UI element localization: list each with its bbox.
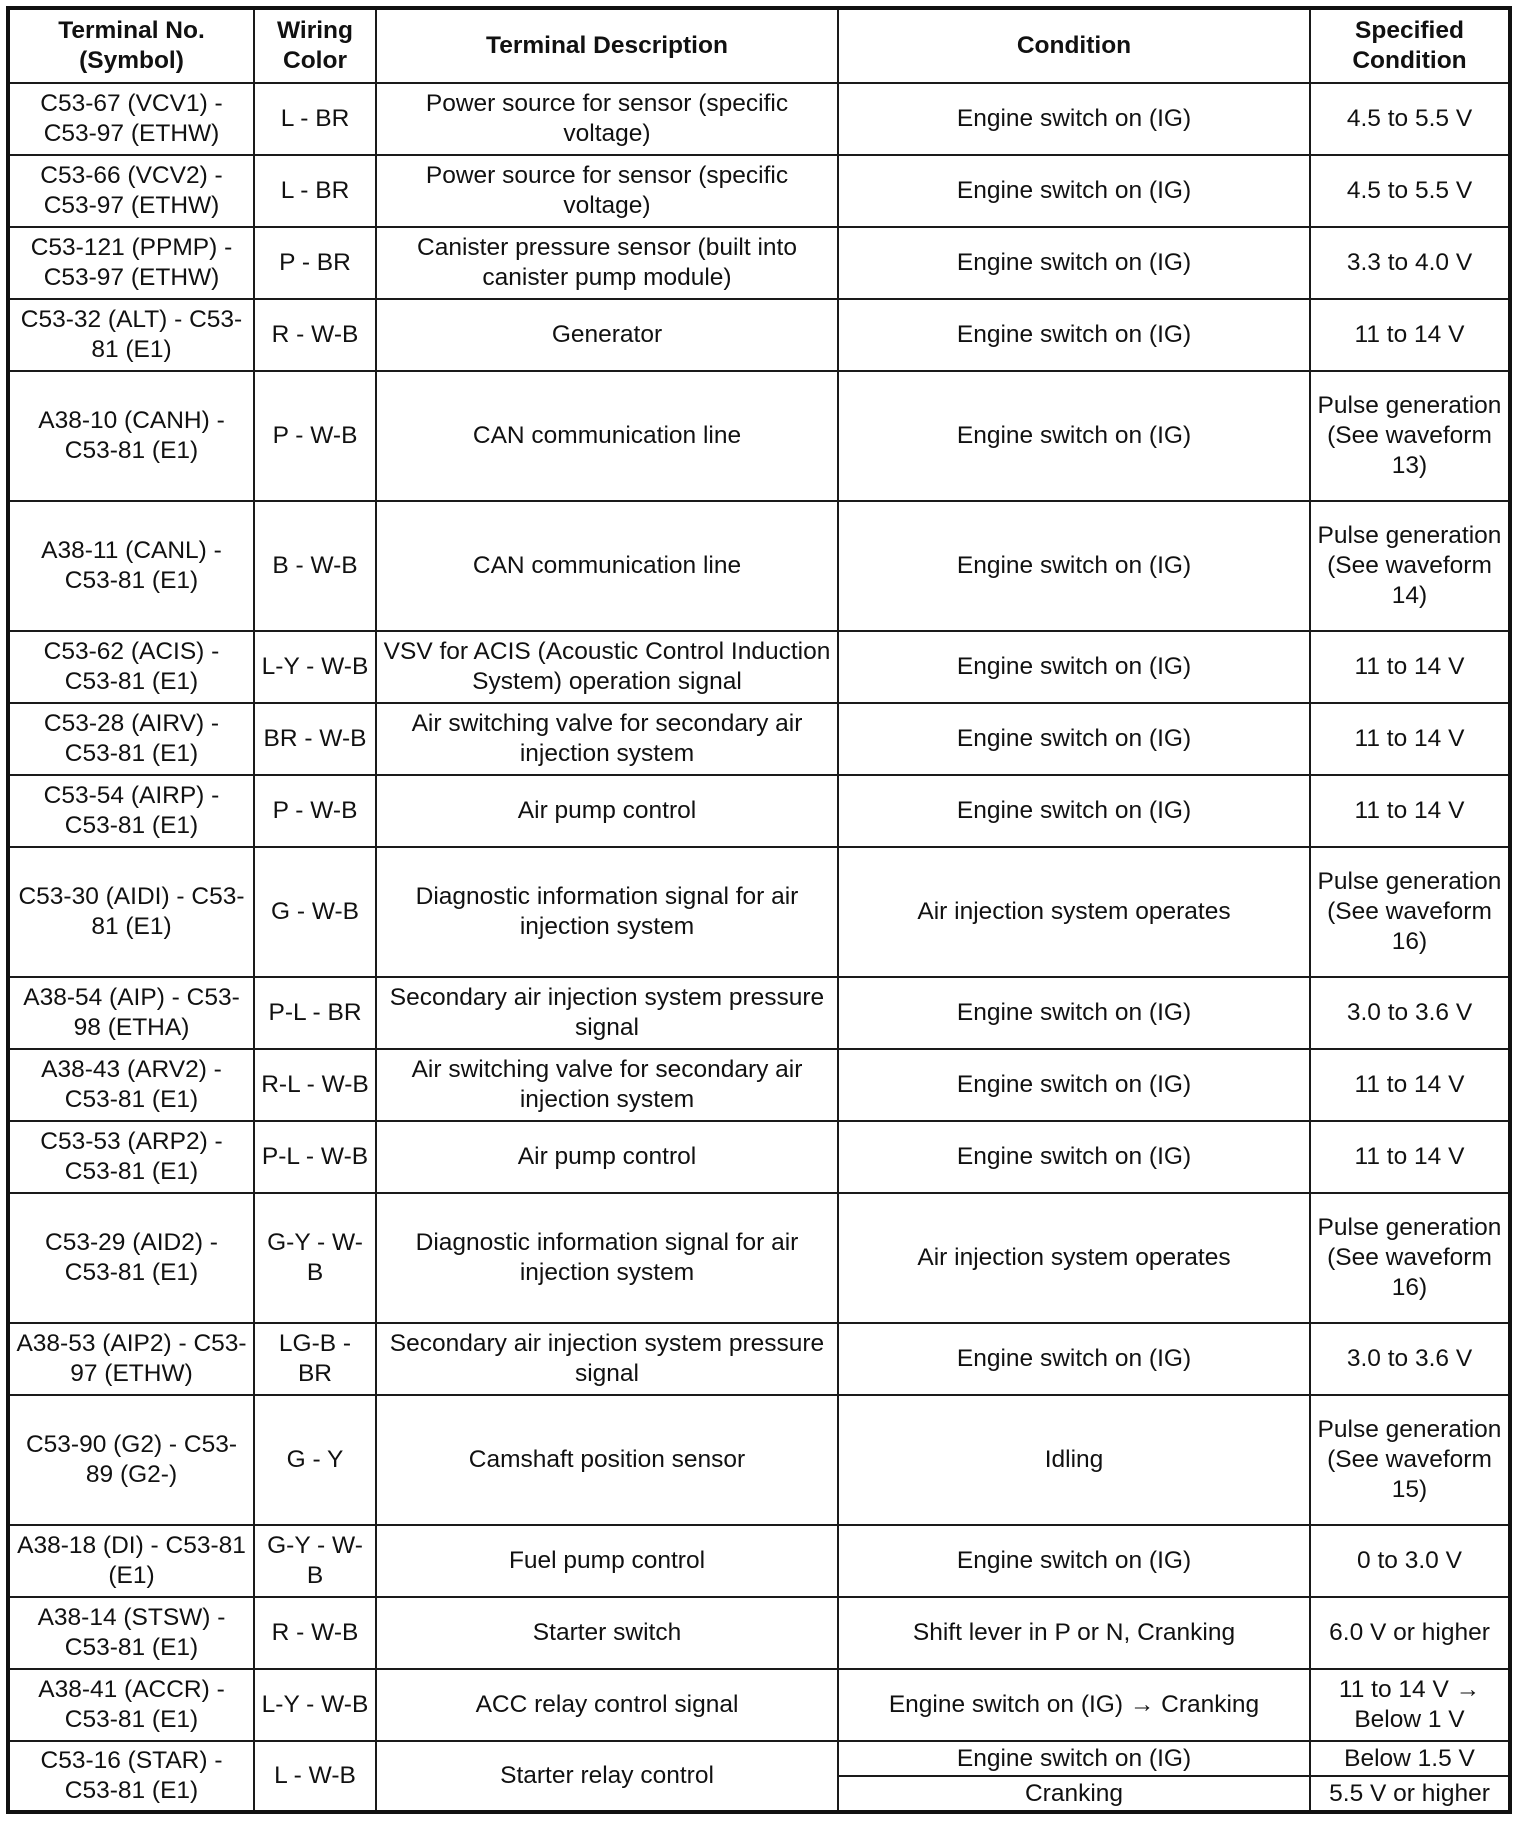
- cell-specified: 11 to 14 V: [1310, 703, 1510, 775]
- header-condition: Condition: [838, 8, 1310, 83]
- cell-terminal: C53-54 (AIRP) - C53-81 (E1): [8, 775, 254, 847]
- cell-condition: Engine switch on (IG): [838, 501, 1310, 631]
- cell-specified: 11 to 14 V: [1310, 1121, 1510, 1193]
- cell-condition: Engine switch on (IG): [838, 1741, 1310, 1776]
- cell-wiring-color: BR - W-B: [254, 703, 376, 775]
- cell-condition: Engine switch on (IG): [838, 631, 1310, 703]
- cell-wiring-color: L - BR: [254, 155, 376, 227]
- table-row: [8, 1395, 1510, 1525]
- cell-specified: Pulse generation (See waveform 13): [1310, 371, 1510, 501]
- table-row: [8, 1525, 1510, 1597]
- cell-description: Air switching valve for secondary air injection system: [376, 703, 838, 775]
- cell-terminal: A38-14 (STSW) - C53-81 (E1): [8, 1597, 254, 1669]
- cell-wiring-color: L - W-B: [254, 1741, 376, 1812]
- cell-condition: Shift lever in P or N, Cranking: [838, 1597, 1310, 1669]
- cell-specified: 3.0 to 3.6 V: [1310, 977, 1510, 1049]
- cell-wiring-color: P - W-B: [254, 371, 376, 501]
- cell-terminal: C53-90 (G2) - C53-89 (G2-): [8, 1395, 254, 1525]
- cell-specified: Pulse generation (See waveform 14): [1310, 501, 1510, 631]
- cell-specified: Pulse generation (See waveform 15): [1310, 1395, 1510, 1525]
- table-row: [8, 1323, 1510, 1395]
- table-row: [8, 1049, 1510, 1121]
- cell-description: Fuel pump control: [376, 1525, 838, 1597]
- header-wiring-color: Wiring Color: [254, 8, 376, 83]
- cell-description: Generator: [376, 299, 838, 371]
- table-row: [8, 83, 1510, 155]
- table-row: [8, 1193, 1510, 1323]
- cell-condition: Engine switch on (IG): [838, 1049, 1310, 1121]
- cell-condition: Engine switch on (IG): [838, 703, 1310, 775]
- cell-wiring-color: B - W-B: [254, 501, 376, 631]
- cell-condition: Engine switch on (IG): [838, 775, 1310, 847]
- cell-terminal: A38-41 (ACCR) - C53-81 (E1): [8, 1669, 254, 1741]
- cell-condition: Engine switch on (IG) → Cranking: [838, 1669, 1310, 1741]
- terminal-table-container: [6, 6, 1508, 1814]
- cell-specified: 11 to 14 V → Below 1 V: [1310, 1669, 1510, 1741]
- cell-wiring-color: P-L - W-B: [254, 1121, 376, 1193]
- header-specified-condition: Specified Condition: [1310, 8, 1510, 83]
- cell-description: CAN communication line: [376, 371, 838, 501]
- cell-specified: 6.0 V or higher: [1310, 1597, 1510, 1669]
- cell-description: Power source for sensor (specific voltage): [376, 83, 838, 155]
- cell-wiring-color: G-Y - W-B: [254, 1193, 376, 1323]
- cell-terminal: A38-53 (AIP2) - C53-97 (ETHW): [8, 1323, 254, 1395]
- cell-wiring-color: R - W-B: [254, 299, 376, 371]
- cell-terminal: C53-16 (STAR) - C53-81 (E1): [8, 1741, 254, 1812]
- cell-description: Canister pressure sensor (built into canister pump module): [376, 227, 838, 299]
- cell-specified: 11 to 14 V: [1310, 1049, 1510, 1121]
- cell-condition: Engine switch on (IG): [838, 227, 1310, 299]
- cell-description: Power source for sensor (specific voltage): [376, 155, 838, 227]
- cell-description: VSV for ACIS (Acoustic Control Induction System) operation signal: [376, 631, 838, 703]
- cell-condition: Engine switch on (IG): [838, 155, 1310, 227]
- cell-condition: Air injection system operates: [838, 1193, 1310, 1323]
- cell-terminal: C53-32 (ALT) - C53-81 (E1): [8, 299, 254, 371]
- table-row: [8, 1121, 1510, 1193]
- header-terminal: Terminal No. (Symbol): [8, 8, 254, 83]
- cell-description: Diagnostic information signal for air injection system: [376, 847, 838, 977]
- table-row: [8, 631, 1510, 703]
- table-row: [8, 775, 1510, 847]
- cell-description: Starter relay control: [376, 1741, 838, 1812]
- cell-wiring-color: P-L - BR: [254, 977, 376, 1049]
- cell-terminal: C53-28 (AIRV) - C53-81 (E1): [8, 703, 254, 775]
- cell-condition: Engine switch on (IG): [838, 299, 1310, 371]
- cell-condition: Air injection system operates: [838, 847, 1310, 977]
- table-row: [8, 1741, 1510, 1776]
- terminal-specification-table: [6, 6, 1512, 1814]
- cell-condition: Idling: [838, 1395, 1310, 1525]
- table-row: [8, 227, 1510, 299]
- cell-terminal: A38-11 (CANL) - C53-81 (E1): [8, 501, 254, 631]
- cell-condition: Engine switch on (IG): [838, 1323, 1310, 1395]
- cell-specified: Pulse generation (See waveform 16): [1310, 1193, 1510, 1323]
- cell-description: Air pump control: [376, 775, 838, 847]
- cell-specified: 11 to 14 V: [1310, 631, 1510, 703]
- cell-terminal: A38-18 (DI) - C53-81 (E1): [8, 1525, 254, 1597]
- cell-terminal: C53-53 (ARP2) - C53-81 (E1): [8, 1121, 254, 1193]
- cell-description: ACC relay control signal: [376, 1669, 838, 1741]
- cell-specified: 3.3 to 4.0 V: [1310, 227, 1510, 299]
- cell-specified: 3.0 to 3.6 V: [1310, 1323, 1510, 1395]
- table-row: [8, 977, 1510, 1049]
- cell-wiring-color: P - W-B: [254, 775, 376, 847]
- cell-wiring-color: L-Y - W-B: [254, 1669, 376, 1741]
- cell-terminal: C53-62 (ACIS) - C53-81 (E1): [8, 631, 254, 703]
- cell-terminal: A38-10 (CANH) - C53-81 (E1): [8, 371, 254, 501]
- header-row: [8, 8, 1510, 83]
- cell-specified: 4.5 to 5.5 V: [1310, 155, 1510, 227]
- cell-specified: 11 to 14 V: [1310, 299, 1510, 371]
- cell-wiring-color: P - BR: [254, 227, 376, 299]
- cell-description: Air pump control: [376, 1121, 838, 1193]
- cell-specified: 4.5 to 5.5 V: [1310, 83, 1510, 155]
- cell-terminal: A38-54 (AIP) - C53-98 (ETHA): [8, 977, 254, 1049]
- cell-wiring-color: G - W-B: [254, 847, 376, 977]
- cell-wiring-color: G-Y - W-B: [254, 1525, 376, 1597]
- cell-description: Starter switch: [376, 1597, 838, 1669]
- cell-wiring-color: L - BR: [254, 83, 376, 155]
- table-row: [8, 703, 1510, 775]
- cell-wiring-color: R - W-B: [254, 1597, 376, 1669]
- cell-description: Secondary air injection system pressure signal: [376, 1323, 838, 1395]
- cell-terminal: C53-29 (AID2) - C53-81 (E1): [8, 1193, 254, 1323]
- cell-specified: Pulse generation (See waveform 16): [1310, 847, 1510, 977]
- header-terminal-description: Terminal Description: [376, 8, 838, 83]
- cell-condition: Engine switch on (IG): [838, 371, 1310, 501]
- table-row: [8, 299, 1510, 371]
- cell-terminal: C53-30 (AIDI) - C53-81 (E1): [8, 847, 254, 977]
- table-row: [8, 501, 1510, 631]
- cell-specified: 11 to 14 V: [1310, 775, 1510, 847]
- table-row: [8, 155, 1510, 227]
- cell-specified: 0 to 3.0 V: [1310, 1525, 1510, 1597]
- cell-description: Diagnostic information signal for air injection system: [376, 1193, 838, 1323]
- cell-condition: Engine switch on (IG): [838, 977, 1310, 1049]
- cell-wiring-color: G - Y: [254, 1395, 376, 1525]
- cell-description: Camshaft position sensor: [376, 1395, 838, 1525]
- table-row: [8, 1597, 1510, 1669]
- cell-specified: 5.5 V or higher: [1310, 1776, 1510, 1812]
- cell-terminal: A38-43 (ARV2) - C53-81 (E1): [8, 1049, 254, 1121]
- cell-wiring-color: L-Y - W-B: [254, 631, 376, 703]
- cell-condition: Engine switch on (IG): [838, 1121, 1310, 1193]
- cell-description: Secondary air injection system pressure signal: [376, 977, 838, 1049]
- cell-wiring-color: R-L - W-B: [254, 1049, 376, 1121]
- cell-terminal: C53-121 (PPMP) - C53-97 (ETHW): [8, 227, 254, 299]
- cell-description: Air switching valve for secondary air injection system: [376, 1049, 838, 1121]
- cell-condition: Engine switch on (IG): [838, 83, 1310, 155]
- cell-specified: Below 1.5 V: [1310, 1741, 1510, 1776]
- cell-condition: Engine switch on (IG): [838, 1525, 1310, 1597]
- cell-description: CAN communication line: [376, 501, 838, 631]
- table-row: [8, 371, 1510, 501]
- cell-condition: Cranking: [838, 1776, 1310, 1812]
- table-row: [8, 1669, 1510, 1741]
- cell-terminal: C53-67 (VCV1) - C53-97 (ETHW): [8, 83, 254, 155]
- cell-wiring-color: LG-B - BR: [254, 1323, 376, 1395]
- table-row: [8, 847, 1510, 977]
- cell-terminal: C53-66 (VCV2) - C53-97 (ETHW): [8, 155, 254, 227]
